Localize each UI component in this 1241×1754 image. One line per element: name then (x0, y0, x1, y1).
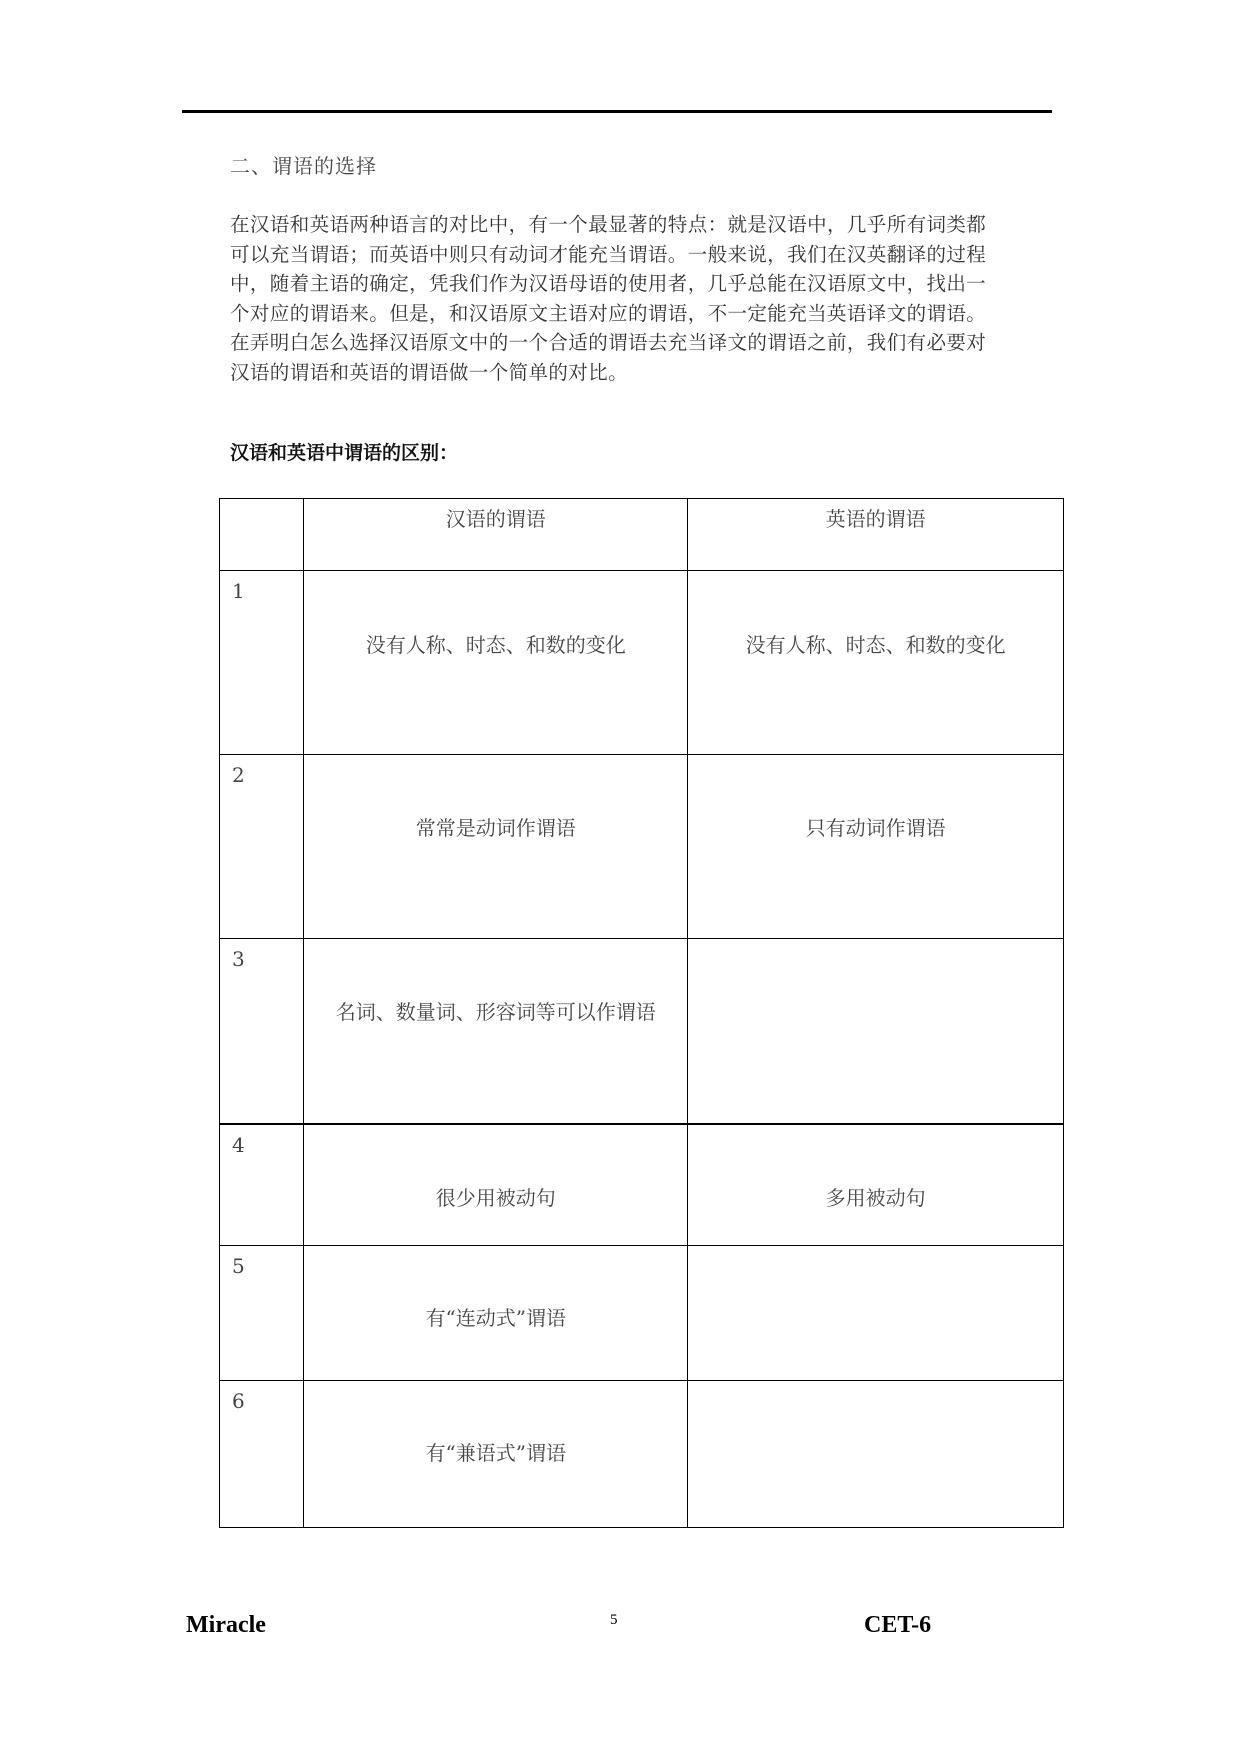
table-row (220, 1246, 1064, 1381)
table-row (220, 755, 1064, 939)
intro-paragraph (230, 210, 1060, 387)
paragraph-line: 可以充当谓语；而英语中则只有动词才能充当谓语。一般来说，我们在汉英翻译的过程 (230, 242, 987, 266)
paragraph-line: 个对应的谓语来。但是，和汉语原文主语对应的谓语，不一定能充当英语译文的谓语。 (230, 301, 987, 325)
paragraph-line: 在汉语和英语两种语言的对比中，有一个最显著的特点：就是汉语中，几乎所有词类都 (230, 213, 987, 236)
row-number: 1 (220, 571, 304, 755)
english-predicate-cell (688, 1246, 1064, 1381)
table-row (220, 571, 1064, 755)
chinese-predicate-cell: 有“兼语式”谓语 (304, 1381, 688, 1528)
row-number: 3 (220, 939, 304, 1124)
chinese-predicate-cell: 很少用被动句 (304, 1124, 688, 1246)
english-predicate-cell (688, 1381, 1064, 1528)
row-number: 4 (220, 1124, 304, 1246)
comparison-title: 汉语和英语中谓语的区别： (230, 442, 459, 464)
header-cell-index (220, 499, 304, 571)
row-number: 5 (220, 1246, 304, 1381)
chinese-predicate-cell: 名词、数量词、形容词等可以作谓语 (304, 939, 688, 1124)
english-predicate-cell (688, 939, 1064, 1124)
header-rule (182, 110, 1052, 113)
chinese-predicate-cell: 有“连动式”谓语 (304, 1246, 688, 1381)
header-cell-chinese: 汉语的谓语 (304, 499, 688, 571)
header-cell-english: 英语的谓语 (688, 499, 1064, 571)
paragraph-line: 汉语的谓语和英语的谓语做一个简单的对比。 (230, 360, 629, 384)
table-row (220, 1381, 1064, 1528)
english-predicate-cell: 多用被动句 (688, 1124, 1064, 1246)
footer-left-label: Miracle (186, 1612, 266, 1638)
section-heading: 二、谓语的选择 (230, 154, 377, 178)
table-row (220, 939, 1064, 1124)
chinese-predicate-cell: 没有人称、时态、和数的变化 (304, 571, 688, 755)
english-predicate-cell: 只有动词作谓语 (688, 755, 1064, 939)
footer-right-label: CET-6 (864, 1612, 932, 1638)
row-number: 6 (220, 1381, 304, 1528)
row-number: 2 (220, 755, 304, 939)
table-row (220, 1124, 1064, 1246)
english-predicate-cell: 没有人称、时态、和数的变化 (688, 571, 1064, 755)
paragraph-line: 在弄明白怎么选择汉语原文中的一个合适的谓语去充当译文的谓语之前，我们有必要对 (230, 331, 987, 354)
page-number: 5 (610, 1612, 618, 1628)
comparison-table (219, 498, 1064, 1528)
chinese-predicate-cell: 常常是动词作谓语 (304, 755, 688, 939)
table-header-row (220, 499, 1064, 571)
paragraph-line: 中，随着主语的确定，凭我们作为汉语母语的使用者，几乎总能在汉语原文中，找出一 (230, 272, 987, 295)
